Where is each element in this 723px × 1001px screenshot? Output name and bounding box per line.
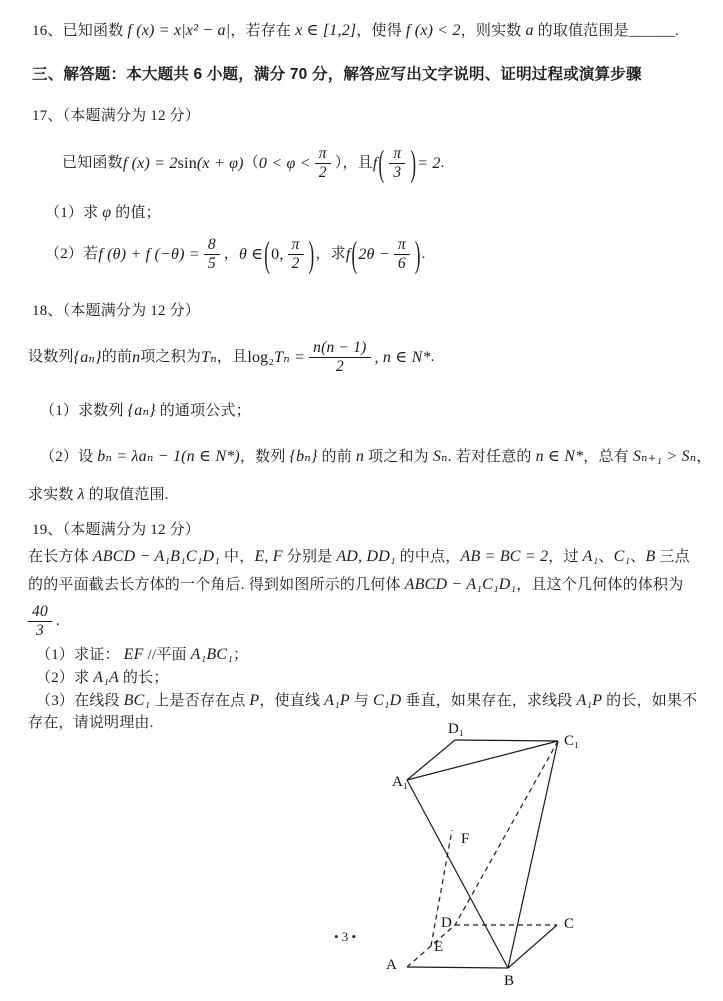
problem-19-part3-cont [28, 713, 154, 734]
fraction [394, 236, 410, 273]
fraction-numerator: π [394, 236, 410, 255]
text-segment: 求实数 [28, 487, 78, 503]
text-segment: （2）若 [45, 245, 99, 262]
fraction-denominator: 3 [35, 621, 44, 639]
fraction [309, 339, 370, 376]
text-segment: 已知函数 [62, 154, 123, 171]
formula: 0 < φ < [258, 154, 311, 172]
formula: Tₙ [201, 348, 217, 366]
fraction-numerator: π [315, 145, 331, 164]
fraction-denominator: 3 [393, 163, 402, 181]
edge-a-b [407, 967, 508, 968]
problem-17-part1 [45, 202, 161, 224]
formula: sin [177, 154, 197, 172]
formula: Sₙ₊₁ > Sₙ [632, 448, 697, 465]
right-paren: ) [414, 233, 421, 275]
formula: , n ∈ N* [374, 348, 431, 366]
text-segment: 、 [598, 549, 614, 565]
formula: n ∈ N* [535, 448, 584, 465]
text-segment: 的长，如果不 [602, 693, 698, 709]
text-segment: 上是否存在点 [150, 693, 250, 709]
problem-18-part1 [40, 400, 251, 422]
problem-19-part1 [36, 644, 248, 666]
text-segment: ，求 [315, 245, 346, 262]
fraction-denominator: 2 [335, 357, 344, 375]
problem-18-formula [28, 330, 435, 384]
vertex-label-a1: A₁ [392, 774, 409, 790]
text-segment: ，过 [548, 549, 583, 565]
fraction-numerator: 40 [28, 603, 52, 622]
text-segment: （2）设 [40, 449, 98, 465]
formula: λ [77, 486, 85, 503]
formula: A₁BC₁ [190, 646, 233, 663]
problem-19-line1 [28, 546, 690, 568]
text-segment: ，使直线 [259, 693, 325, 709]
text-segment: ，使得 [356, 23, 406, 39]
formula: θ ∈ [238, 245, 264, 263]
formula: f (x) = x|x² − a| [127, 22, 231, 39]
formula: = 2 [417, 154, 441, 172]
formula: (x + φ) [196, 154, 244, 172]
right-paren: ) [410, 142, 417, 184]
problem-19-title: 19、（本题满分为 12 分） [32, 522, 201, 538]
formula: n [132, 348, 141, 366]
fraction-numerator: π [288, 236, 304, 255]
left-paren: ( [378, 142, 385, 184]
page-number: • 3 • [334, 929, 357, 944]
formula: f [372, 154, 378, 172]
fraction-denominator: 5 [207, 254, 216, 272]
vertex-label-c1: C₁ [564, 733, 580, 749]
text-segment: 16、已知函数 [32, 23, 128, 39]
text-segment: 与 [349, 693, 373, 709]
formula: f (x) = 2 [122, 154, 178, 172]
formula: AD, DD₁ [336, 548, 396, 565]
edge-b-c [508, 925, 557, 968]
text-segment: ，且这个几何体的体积为 [516, 577, 684, 593]
text-segment: . [675, 23, 679, 39]
text-segment: 的前 [101, 348, 133, 365]
formula: {aₙ} [127, 402, 156, 419]
vertex-label-a: A [386, 957, 397, 973]
text-segment: ，则实数 [460, 23, 526, 39]
problem-17-formula [62, 134, 445, 192]
formula: A₁ [582, 548, 599, 565]
text-segment: （1）求证： [36, 647, 124, 663]
problem-16-text [32, 20, 679, 42]
fraction-denominator: 2 [291, 254, 300, 272]
text-segment: ； [233, 647, 249, 663]
formula: x ∈ [1,2] [295, 22, 357, 39]
formula: B [645, 548, 656, 565]
text-segment: 中， [220, 549, 255, 565]
text-segment: （1）求 [45, 205, 103, 221]
formula: Sₙ [432, 448, 448, 465]
text-segment: ，总有 [583, 449, 633, 465]
fraction-denominator: 6 [397, 254, 406, 272]
text-segment: 的前 [317, 449, 356, 465]
formula: {bₙ} [289, 448, 318, 465]
formula: ABCD − A₁B₁C₁D₁ [92, 548, 221, 565]
edge-a1-b [407, 780, 508, 968]
text-segment: ，数列 [239, 449, 290, 465]
problem-19-part2 [36, 667, 169, 689]
formula: 0, [271, 245, 284, 263]
text-segment: ， [223, 245, 239, 262]
vertex-label-d: D [441, 915, 452, 931]
text-segment: 项之积为 [140, 348, 202, 365]
text-segment: 的取值范围是 [533, 23, 629, 39]
text-segment: 垂直，如果存在，求线段 [401, 693, 577, 709]
text-segment: 的取值范围. [84, 487, 169, 503]
formula: AB = BC = 2 [460, 548, 549, 565]
text-segment: 的通项公式； [155, 403, 251, 419]
formula: φ [102, 204, 112, 221]
fraction [204, 236, 220, 273]
section-header: 三、解答题：本大题共 6 小题，满分 70 分，解答应写出文字说明、证明过程或演算步骤 [32, 66, 642, 83]
formula: f (θ) + f (−θ) = [98, 245, 200, 263]
text-segment: 在长方体 [28, 549, 93, 565]
text-segment: 的长； [118, 670, 169, 686]
problem-17-title: 17、（本题满分为 12 分） [32, 108, 201, 124]
problem-18-part2 [40, 446, 712, 468]
formula: BC₁ [123, 692, 151, 709]
text-segment: ， [696, 449, 712, 465]
formula: C₁ [613, 548, 631, 565]
formula: Tₙ = [274, 348, 306, 366]
fraction-numerator: π [389, 145, 405, 164]
text-segment: （3）在线段 [36, 693, 124, 709]
left-paren: ( [264, 233, 271, 275]
problem-17-part2 [45, 227, 426, 281]
fraction-denominator: 2 [318, 163, 327, 181]
text-segment: . 若对任意的 [447, 449, 536, 465]
formula: log₂ [247, 348, 275, 366]
problem-18-title: 18、（本题满分为 12 分） [32, 303, 201, 319]
problem-19-line2 [28, 574, 683, 596]
text-segment: （2）求 [36, 670, 94, 686]
fraction-numerator: n(n − 1) [309, 339, 370, 358]
text-segment: ，且 [216, 348, 248, 365]
formula: bₙ = λaₙ − 1(n ∈ N*) [97, 448, 240, 465]
text-segment: （ [243, 154, 259, 171]
problem-19-line3 [28, 598, 60, 644]
text-segment: 存在，请说明理由. [28, 715, 154, 731]
vertex-label-f: F [461, 831, 470, 847]
vertex-label-b: B [504, 973, 515, 989]
text-segment: 项之和为 [364, 449, 433, 465]
formula: C₁D [372, 692, 402, 709]
formula: f (x) < 2 [405, 22, 461, 39]
fraction [28, 603, 52, 640]
text-segment: 的的平面截去长方体的一个角后. 得到如图所示的几何体 [28, 577, 405, 593]
formula: A₁P [576, 692, 603, 709]
text-segment: //平面 [143, 647, 191, 663]
left-paren: ( [351, 233, 358, 275]
text-segment: ，若存在 [230, 23, 296, 39]
formula: {aₙ} [73, 348, 102, 366]
problem-18-part2-cont [28, 484, 169, 506]
text-segment: （1）求数列 [40, 403, 128, 419]
formula: P [249, 692, 260, 709]
right-paren: ) [308, 233, 315, 275]
edge-d1-c1 [455, 740, 558, 741]
fraction [288, 236, 304, 273]
answer-blank: ______ [628, 23, 676, 39]
vertex-label-d1: D₁ [447, 721, 465, 737]
vertex-label-c: C [564, 916, 575, 932]
formula: A₁P [324, 692, 350, 709]
geometry-figure [368, 718, 583, 1000]
text-segment: . [55, 612, 60, 629]
formula: ABCD − A₁C₁D₁ [404, 576, 517, 593]
text-segment: . [430, 348, 435, 365]
text-segment: . [421, 245, 426, 262]
text-segment: . [440, 154, 445, 171]
text-segment: 的中点， [395, 549, 461, 565]
formula: 2θ − [358, 245, 390, 263]
text-segment: 三点 [655, 549, 690, 565]
formula: EF [123, 646, 144, 663]
text-segment: 的值； [111, 205, 161, 221]
text-segment: 设数列 [28, 348, 74, 365]
fraction-numerator: 8 [204, 236, 220, 255]
vertex-label-e: E [434, 939, 444, 955]
problem-19-part3 [36, 690, 697, 712]
edge-c1-b [508, 741, 558, 968]
fraction [315, 145, 331, 182]
text-segment: 分别是 [282, 549, 337, 565]
fraction [389, 145, 405, 182]
formula: a [525, 22, 534, 39]
formula: n [355, 448, 365, 465]
text-segment: ），且 [334, 154, 373, 171]
text-segment: 、 [630, 549, 646, 565]
formula: E, F [254, 548, 283, 565]
formula: A₁A [93, 669, 119, 686]
formula: f [345, 245, 351, 263]
